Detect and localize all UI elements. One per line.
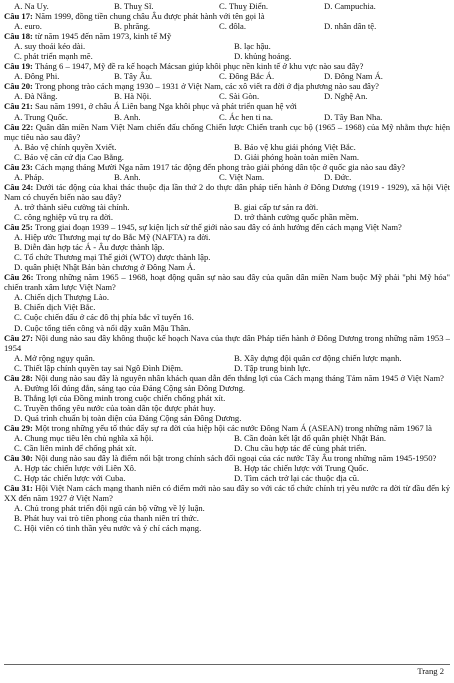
answer-option: B. lạc hậu. xyxy=(234,41,271,52)
question-text: Trong giai đoạn 1939 – 1945, sự kiện lịch sử thế giới nào sau đây có ảnh hưởng đến cách mạng Việt Nam? xyxy=(34,222,402,233)
question-stem xyxy=(4,423,450,433)
answer-option: C. Cuộc chiến đấu ở các đô thị phía bắc vĩ tuyến 16. xyxy=(14,312,194,323)
answer-row xyxy=(4,433,450,443)
answer-option: A. Chiến dịch Thượng Lào. xyxy=(14,292,109,303)
question-number: Câu 31: xyxy=(4,483,33,494)
question-block xyxy=(4,1,450,11)
question-block xyxy=(4,122,450,162)
question-block xyxy=(4,272,450,332)
answer-option: B. Tây Âu. xyxy=(114,71,153,82)
question-number: Câu 27: xyxy=(4,332,33,343)
answer-option: B. Cần đoàn kết lật đổ quân phiệt Nhật Bản. xyxy=(234,433,387,444)
answer-option: C. Thiết lập chính quyền tay sai Ngô Đình Diệm. xyxy=(14,362,184,373)
answer-option: D. quân phiệt Nhật Bản bàn chương ở Đông Nam Á. xyxy=(14,262,196,273)
question-text: Cách mạng tháng Mười Nga năm 1917 tác động đến phong trào giải phóng dân tộc ở quốc gia nào sau đây? xyxy=(35,161,406,172)
question-number: Câu 26: xyxy=(4,272,34,283)
answer-option: B. Hà Nội. xyxy=(114,91,152,102)
answer-option: D. Tây Ban Nha. xyxy=(324,111,383,122)
answer-option: A. Hợp tác chiến lược với Liên Xô. xyxy=(14,463,137,474)
question-stem xyxy=(4,222,450,232)
question-stem xyxy=(4,31,450,41)
answer-option: D. khủng hoảng. xyxy=(234,51,292,62)
question-block xyxy=(4,11,450,31)
answer-option: A. suy thoái kéo dài. xyxy=(14,41,86,52)
answer-option: C. Hội viên có tinh thần yêu nước và ý chí cách mạng. xyxy=(14,523,202,534)
question-text: từ năm 1945 đến năm 1973, kinh tế Mỹ xyxy=(35,31,172,42)
question-stem xyxy=(4,162,450,172)
page-number: Trang 2 xyxy=(417,666,444,676)
question-text: Dưới tác động của khai thác thuộc địa lần thứ 2 do thực dân pháp tiến hành ở Đông Dương (1919 - 1929), xã hội Việt Nam có chuyển biến nào sau đây? xyxy=(4,181,450,202)
question-block xyxy=(4,182,450,222)
question-stem xyxy=(4,101,450,111)
answer-option: D. Tìm cách trở lại các thuộc địa cũ. xyxy=(234,473,360,484)
answer-option: C. Ác hen ti na. xyxy=(219,111,273,122)
answer-option: B. phrăng. xyxy=(114,21,151,32)
question-text: Tháng 6 – 1947, Mỹ đề ra kế hoạch Mácsan giúp khôi phục nền kinh tế ở khu vực nào sau đây? xyxy=(34,61,364,72)
answer-option: C. phát triển mạnh mẽ. xyxy=(14,51,93,62)
answer-row xyxy=(4,142,450,152)
answer-option: D. trở thành cường quốc phần mềm. xyxy=(234,211,359,222)
answer-option: D. Đức. xyxy=(324,171,352,182)
answer-option: C. Tổ chức Thương mại Thế giới (WTO) được thành lập. xyxy=(14,252,211,263)
answer-row xyxy=(4,152,450,162)
question-number: Câu 21: xyxy=(4,101,33,112)
answer-option: A. Trung Quốc. xyxy=(14,111,68,122)
answer-option: D. Tập trung binh lực. xyxy=(234,362,311,373)
question-block xyxy=(4,423,450,453)
answer-option: C. Bảo vệ căn cứ địa Cao Bằng. xyxy=(14,151,124,162)
answer-option: B. Anh. xyxy=(114,171,141,182)
answer-row xyxy=(4,41,450,51)
answer-row xyxy=(4,71,450,81)
answer-option: C. Việt Nam. xyxy=(219,171,265,182)
question-block xyxy=(4,81,450,101)
answer-option: B. Bảo vệ khu giải phóng Việt Bắc. xyxy=(234,141,356,152)
answer-option: A. Mở rộng ngụy quân. xyxy=(14,352,95,363)
answer-option: D. Cuộc tổng tiến công và nổi dậy xuân Mậu Thân. xyxy=(14,322,191,333)
answer-option: A. trở thành siêu cường tài chính. xyxy=(14,201,130,212)
answer-option: A. Đà Nẵng. xyxy=(14,91,58,102)
question-block xyxy=(4,483,450,533)
question-number: Câu 28: xyxy=(4,372,33,383)
question-stem xyxy=(4,182,450,202)
question-block xyxy=(4,373,450,423)
answer-option: D. Giải phóng hoàn toàn miền Nam. xyxy=(234,151,360,162)
question-text: Hội Việt Nam cách mạng thanh niên có điểm mới nào sau đây so với các tổ chức chính trị yêu nước ra đời từ đầu đến kỷ XX đến năm 1927 ở Việt Nam? xyxy=(4,483,450,504)
question-stem xyxy=(4,122,450,142)
answer-option: D. Campuchia. xyxy=(324,1,376,11)
question-number: Câu 17: xyxy=(4,11,33,22)
question-number: Câu 20: xyxy=(4,81,33,92)
answer-option: A. euro. xyxy=(14,21,42,32)
answer-row xyxy=(4,91,450,101)
answer-option: C. Cần liên minh để chống phát xít. xyxy=(14,443,137,454)
answer-option: C. Truyền thống yêu nước của toàn dân tộc được phát huy. xyxy=(14,402,216,413)
question-stem xyxy=(4,333,450,353)
answer-option: B. Diễn đàn hợp tác Á - Âu được thành lập. xyxy=(14,242,165,253)
question-number: Câu 19: xyxy=(4,61,33,72)
question-text: Nội dung nào sau đây là nguyên nhân khách quan dẫn đến thắng lợi của Cách mạng tháng Tám năm 1945 ở Việt Nam? xyxy=(35,372,445,383)
answer-option: A. Hiệp ước Thương mại tự do Bắc Mỹ (NAFTA) ra đời. xyxy=(14,232,211,243)
question-text: Nội dung nào sau đây là điểm nổi bật trong chính sách đối ngoại của các nước Tây Âu trong những năm 1945-1950? xyxy=(35,453,437,464)
answer-row xyxy=(4,463,450,473)
answer-option: D. nhân dân tệ. xyxy=(324,21,377,32)
answer-option: B. Anh. xyxy=(114,111,141,122)
question-stem xyxy=(4,453,450,463)
answer-option: C. Đông Bắc Á. xyxy=(219,71,275,82)
answer-row xyxy=(4,473,450,483)
answer-row xyxy=(4,363,450,373)
question-stem xyxy=(4,272,450,292)
question-text: Năm 1999, đồng tiền chung châu Âu được phát hành với tên gọi là xyxy=(35,11,265,22)
exam-page-content xyxy=(4,1,450,533)
question-block xyxy=(4,31,450,61)
question-number: Câu 30: xyxy=(4,453,33,464)
answer-option: A. Đông Phi. xyxy=(14,71,60,82)
answer-row xyxy=(4,212,450,222)
answer-option: A. Chung mục tiêu lên chủ nghĩa xã hội. xyxy=(14,433,154,444)
question-number: Câu 18: xyxy=(4,31,33,42)
answer-option: C. Thuỵ Điển. xyxy=(219,1,269,11)
answer-row xyxy=(4,172,450,182)
answer-option: C. công nghiệp vũ trụ ra đời. xyxy=(14,211,114,222)
question-text: Sau năm 1991, ở châu Á Liên bang Nga khôi phục và phát triển quan hệ với xyxy=(35,101,297,112)
answer-option: C. Sài Gòn. xyxy=(219,91,260,102)
question-stem xyxy=(4,61,450,71)
question-stem xyxy=(4,373,450,383)
answer-row xyxy=(4,112,450,122)
answer-option: B. Chiến dịch Việt Bắc. xyxy=(14,302,96,313)
question-block xyxy=(4,453,450,483)
question-text: Nội dung nào sau đây không thuộc kế hoạch Nava của thực dân Pháp tiến hành ở Đông Dương trong những năm 1953 – 1954 xyxy=(4,332,450,353)
answer-option: A. Đường lối đúng đắn, sáng tạo của Đảng Cộng sản Đông Dương. xyxy=(14,382,246,393)
answer-option: A. Bảo vệ chính quyền Xviết. xyxy=(14,141,117,152)
answer-option: D. Quá trình chuẩn bị toàn diện của Đảng Cộng sản Đông Dương. xyxy=(14,412,242,423)
question-block xyxy=(4,222,450,272)
answer-option: A. Chủ trong phát triển đội ngũ cán bộ vững về lý luận. xyxy=(14,503,205,514)
question-stem xyxy=(4,81,450,91)
answer-option: A. Pháp. xyxy=(14,171,44,182)
answer-option: B. Hợp tác chiến lược với Trung Quốc. xyxy=(234,463,369,474)
question-block xyxy=(4,333,450,373)
question-number: Câu 29: xyxy=(4,422,33,433)
question-block xyxy=(4,101,450,121)
answer-option: C. đôla. xyxy=(219,21,246,32)
answer-row xyxy=(4,51,450,61)
question-block xyxy=(4,61,450,81)
answer-option: A. Na Uy. xyxy=(14,1,49,11)
question-number: Câu 24: xyxy=(4,181,34,192)
question-number: Câu 22: xyxy=(4,121,34,132)
question-number: Câu 23: xyxy=(4,161,33,172)
page-footer xyxy=(4,664,450,677)
answer-option: B. giai cấp tư sản ra đời. xyxy=(234,201,319,212)
answer-row xyxy=(4,443,450,453)
answer-row xyxy=(4,353,450,363)
question-stem xyxy=(4,483,450,503)
answer-option: B. Thắng lợi của Đồng minh trong cuộc chiến chống phát xít. xyxy=(14,392,226,403)
answer-option: B. Phát huy vai trò tiên phong của thanh niên trí thức. xyxy=(14,513,199,524)
answer-row xyxy=(4,1,450,11)
question-block xyxy=(4,162,450,182)
question-text: Trong những năm 1965 – 1968, hoạt động quân sự nào sau đây của quân dân miền Nam buộc Mỹ phải "phi Mỹ hóa" chiến tranh xâm lược Việt Nam? xyxy=(4,272,450,293)
answer-row xyxy=(4,21,450,31)
answer-option: D. Chu cầu hợp tác để cùng phát triển. xyxy=(234,443,367,454)
answer-option: D. Nghệ An. xyxy=(324,91,368,102)
answer-option: D. Đông Nam Á. xyxy=(324,71,383,82)
answer-option: C. Hợp tác chiến lược với Cuba. xyxy=(14,473,126,484)
question-text: Quân dân miền Nam Việt Nam chiến đấu chống Chiến lược Chiến tranh cục bộ (1965 – 1968) của Mỹ nhằm thực hiện mục tiêu nào sau đây? xyxy=(4,121,450,142)
answer-option: B. Xây dựng đội quân cơ động chiến lược mạnh. xyxy=(234,352,402,363)
question-text: Một trong những yếu tố thúc đẩy sự ra đời của hiệp hội các nước Đông Nam Á (ASEAN) trong những năm 1967 là xyxy=(35,422,432,433)
question-number: Câu 25: xyxy=(4,222,33,233)
answer-option: B. Thuỵ Sĩ. xyxy=(114,1,154,11)
question-stem xyxy=(4,11,450,21)
answer-row xyxy=(4,202,450,212)
question-text: Trong phong trào cách mạng 1930 – 1931 ở Việt Nam, các xô viết ra đời ở địa phương nào sau đây? xyxy=(34,81,379,92)
